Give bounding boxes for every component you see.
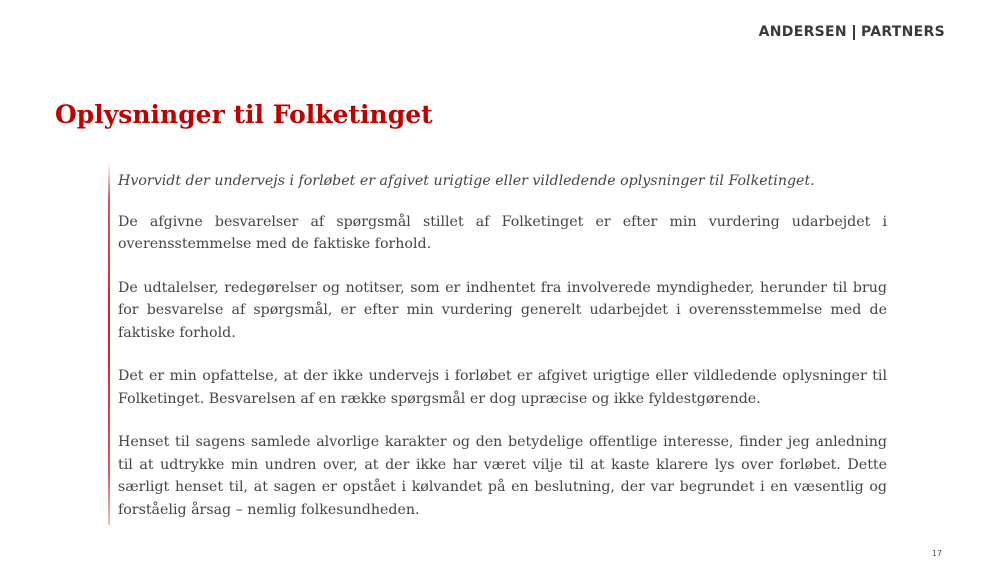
paragraph-2: De udtalelser, redegørelser og notitser, som er indhentet fra involverede myndigheder, herunder til brug for besvarelse af spørgsmål, er efter min vurdering generelt udarbejdet i overensstemmelse med de faktiske forhold. [118,279,887,341]
paragraph-4: Henset til sagens samlede alvorlige karakter og den betydelige offentlige interesse, finder jeg anledning til at udtrykke min undren over, at der ikke har været vilje til at kaste klarere lys over forløbet. Dette særligt henset til, at sagen er opstået i kølvandet på en beslutning, der var begrundet i en væsentlig og forståelig årsag – nemlig folkesundheden. [118,434,887,518]
logo-name-right: PARTNERS [860,24,945,40]
accent-bar [108,163,110,525]
logo-name-left: ANDERSEN [758,24,847,40]
page-number: 17 [931,549,942,558]
paragraph-3: Det er min opfattelse, at der ikke undervejs i forløbet er afgivet urigtige eller vildledende oplysninger til Folketinget. Besvarelsen af en række spørgsmål er dog upræcise og ikke fyldestgørende. [118,368,887,407]
logo-divider [853,25,855,40]
paragraph-1: De afgivne besvarelser af spørgsmål stillet af Folketinget er efter min vurdering udarbejdet i overensstemmelse med de faktiske forhold. [118,213,887,252]
slide-content [118,170,887,542]
slide-title: Oplysninger til Folketinget [55,100,433,129]
company-logo [759,24,945,40]
question-text: Hvorvidt der undervejs i forløbet er afgivet urigtige eller vildledende oplysninger til Folketinget. [118,173,815,189]
